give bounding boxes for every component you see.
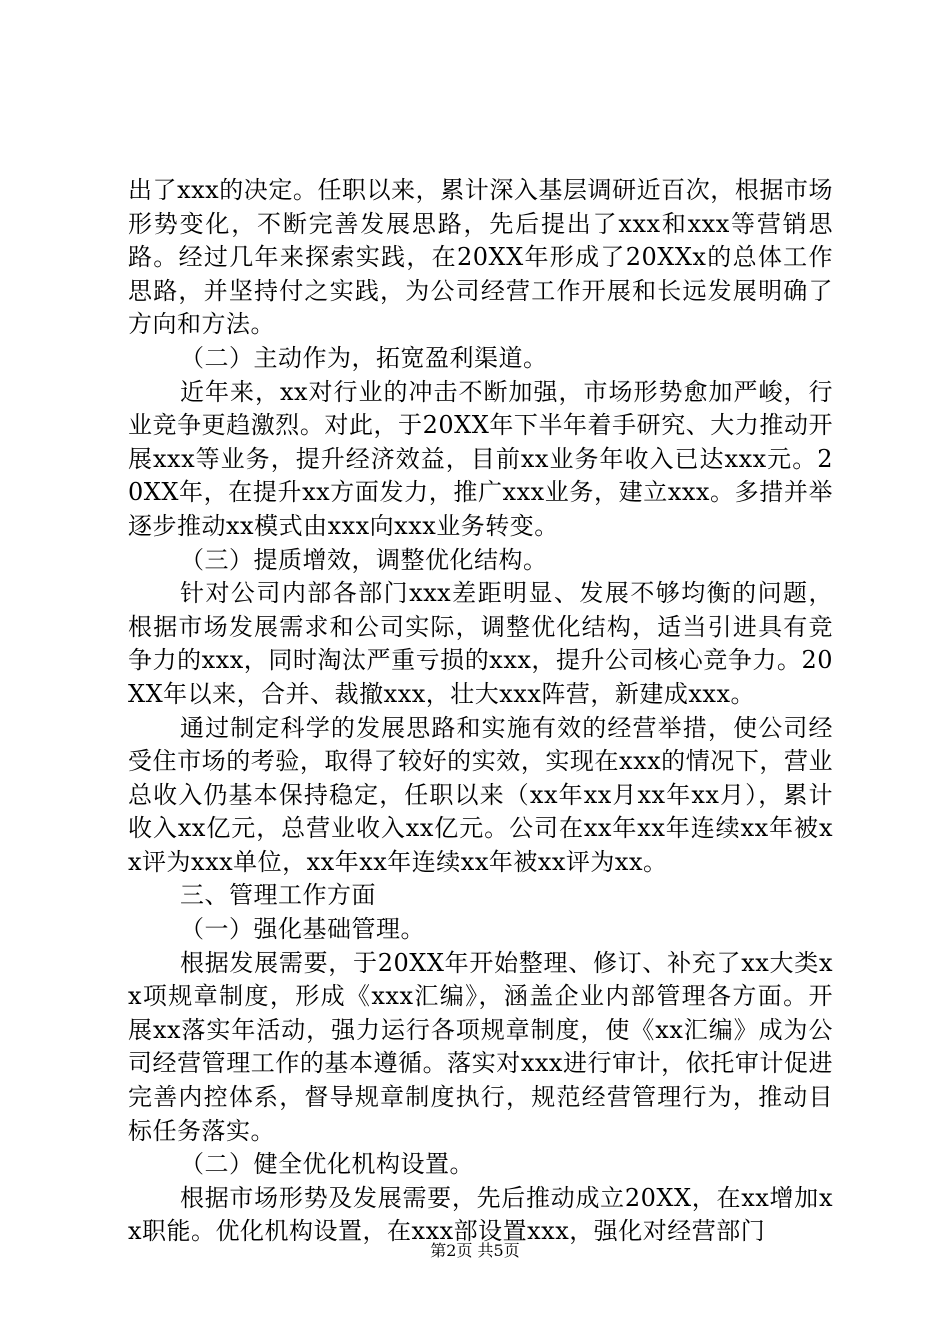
subheading-2-2: （二）主动作为，拓宽盈利渠道。	[180, 343, 548, 372]
paragraph-basic-management: 根据发展需要，于20XX年开始整理、修订、补充了xx大类xx项规章制度，形成《xxx汇编》，涵盖企业内部管理各方面。开展xx落实年活动，强力运行各项规章制度，使《xx汇编》成为公司经营管理工作的基本遵循。落实对xxx进行审计，依托审计促进完善内控体系，督导规章制度执行，规范经营管理行为，推动目标任务落实。	[128, 948, 833, 1145]
document-body	[128, 174, 833, 1249]
paragraph-continuation: 出了xxx的决定。任职以来，累计深入基层调研近百次，根据市场形势变化，不断完善发展思路，先后提出了xxx和xxx等营销思路。经过几年来探索实践，在20XX年形成了20XXx的总体工作思路，并坚持付之实践，为公司经营工作开展和长远发展明确了方向和方法。	[128, 176, 833, 339]
subheading-2-3: （三）提质增效，调整优化结构。	[180, 545, 548, 574]
section-heading-management: 三、管理工作方面	[180, 881, 376, 910]
paragraph-organization: 根据市场形势及发展需要，先后推动成立20XX，在xx增加xx职能。优化机构设置，在xxx部设置xxx，强化对经营部门	[128, 1183, 833, 1246]
paragraph-structure-optimization: 针对公司内部各部门xxx差距明显、发展不够均衡的问题，根据市场发展需求和公司实际，调整优化结构，适当引进具有竞争力的xxx，同时淘汰严重亏损的xxx，提升公司核心竞争力。20XX年以来，合并、裁撤xxx，壮大xxx阵营，新建成xxx。	[128, 579, 833, 708]
subheading-3-2: （二）健全优化机构设置。	[180, 1150, 474, 1179]
paragraph-profit-channels: 近年来，xx对行业的冲击不断加强，市场形势愈加严峻，行业竞争更趋激烈。对此，于20XX年下半年着手研究、大力推动开展xxx等业务，提升经济效益，目前xx业务年收入已达xxx元。20XX年，在提升xx方面发力，推广xxx业务，建立xxx。多措并举逐步推动xx模式由xxx向xxx业务转变。	[128, 377, 833, 540]
page-number-footer: 第2页 共5页	[430, 1241, 520, 1260]
paragraph-results: 通过制定科学的发展思路和实施有效的经营举措，使公司经受住市场的考验，取得了较好的实效，实现在xxx的情况下，营业总收入仍基本保持稳定，任职以来（xx年xx月xx年xx月），累计收入xx亿元，总营业收入xx亿元。公司在xx年xx年连续xx年被xx评为xxx单位，xx年xx年连续xx年被xx评为xx。	[128, 713, 833, 876]
subheading-3-1: （一）强化基础管理。	[180, 915, 425, 944]
